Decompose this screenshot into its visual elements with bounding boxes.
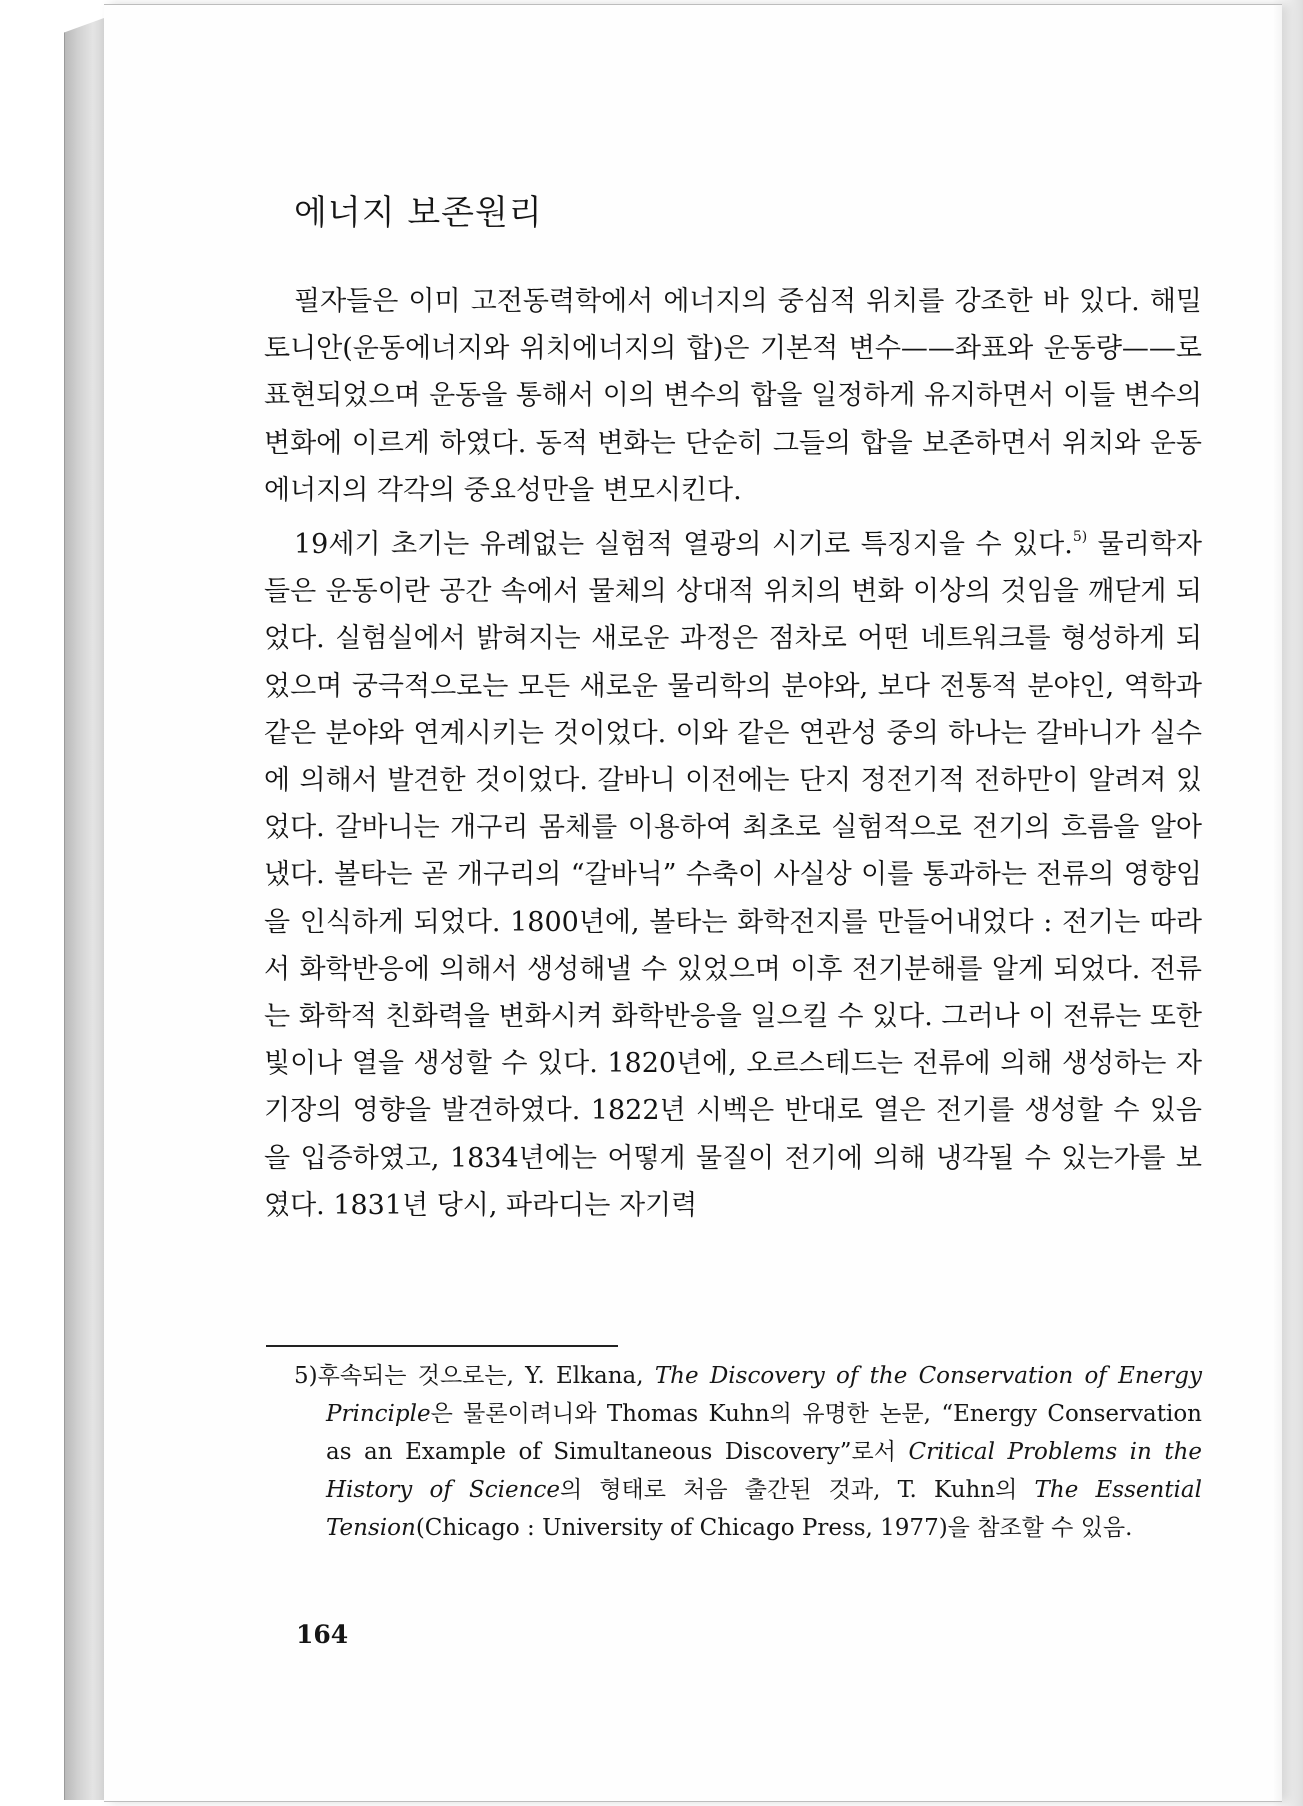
footnote-title-1: The Discovery of the Conservation of Energy Principle — [326, 1363, 1202, 1427]
footnote-text-1: 후속되는 것으로는, Y. Elkana, — [317, 1363, 655, 1389]
footnote-number: 5) — [294, 1363, 318, 1389]
footnote-text-2: 은 물론이려니와 Thomas Kuhn의 유명한 논문, “Energy Conservation as an Example of Simultaneous Discovery”로서 — [326, 1401, 1202, 1465]
body-text — [264, 278, 1202, 1229]
paragraph-1: 필자들은 이미 고전동력학에서 에너지의 중심적 위치를 강조한 바 있다. 해밀토니안(운동에너지와 위치에너지의 합)은 기본적 변수——좌표와 운동량——로 표현되었으며 운동을 통해서 이의 변수의 합을 일정하게 유지하면서 이들 변수의 변화에 이르게 하였다. 동적 변화는 단순히 그들의 합을 보존하면서 위치와 운동에너지의 각각의 중요성만을 변모시킨다. — [264, 286, 1202, 506]
page-number: 164 — [296, 1620, 349, 1649]
footnote-divider — [266, 1345, 618, 1347]
paragraph-2 — [264, 514, 1202, 1229]
footnote-text-3: 의 형태로 처음 출간된 것과, T. Kuhn의 — [559, 1477, 1035, 1503]
footnote-title-3: The Essential Tension — [326, 1477, 1202, 1541]
footnote-text-4: (Chicago : University of Chicago Press, 1977)을 참조할 수 있음. — [415, 1515, 1133, 1541]
footnote-reference: 5) — [1072, 529, 1088, 546]
footnote-body — [294, 1357, 1202, 1547]
section-heading: 에너지 보존원리 — [294, 193, 543, 233]
book-spine-edge — [64, 6, 105, 1800]
footnote — [294, 1357, 1202, 1547]
paragraph-2-rest: 물리학자들은 운동이란 공간 속에서 물체의 상대적 위치의 변화 이상의 것임을 깨닫게 되었다. 실험실에서 밝혀지는 새로운 과정은 점차로 어떤 네트워크를 형성하게 되었으며 궁극적으로는 모든 새로운 물리학의 분야와, 보다 전통적 분야인, 역학과 같은 분야와 연계시키는 것이었다. 이와 같은 연관성 중의 하나는 갈바니가 실수에 의해서 발견한 것이었다. 갈바니 이전에는 단지 정전기적 전하만이 알려져 있었다. 갈바니는 개구리 몸체를 이용하여 최초로 실험적으로 전기의 흐름을 알아냈다. 볼타는 곧 개구리의 “갈바닉” 수축이 사실상 이를 통과하는 전류의 영향임을 인식하게 되었다. 1800년에, 볼타는 화학전지를 만들어내었다 : 전기는 따라서 화학반응에 의해서 생성해낼 수 있었으며 이후 전기분해를 알게 되었다. 전류는 화학적 친화력을 변화시켜 화학반응을 일으킬 수 있다. 그러나 이 전류는 또한 빛이나 열을 생성할 수 있다. 1820년에, 오르스테드는 전류에 의해 생성하는 자기장의 영향을 발견하였다. 1822년 시벡은 반대로 열은 전기를 생성할 수 있음을 입증하였고, 1834년에는 어떻게 물질이 전기에 의해 냉각될 수 있는가를 보였다. 1831년 당시, 파라디는 자기력 — [264, 529, 1202, 1221]
book-corner — [64, 6, 104, 44]
paragraph-2-start: 19세기 초기는 유례없는 실험적 열광의 시기로 특징지을 수 있다. — [294, 529, 1073, 561]
footnote-title-2: Critical Problems in the History of Science — [326, 1439, 1202, 1503]
page-right-shadow — [1273, 0, 1303, 1806]
